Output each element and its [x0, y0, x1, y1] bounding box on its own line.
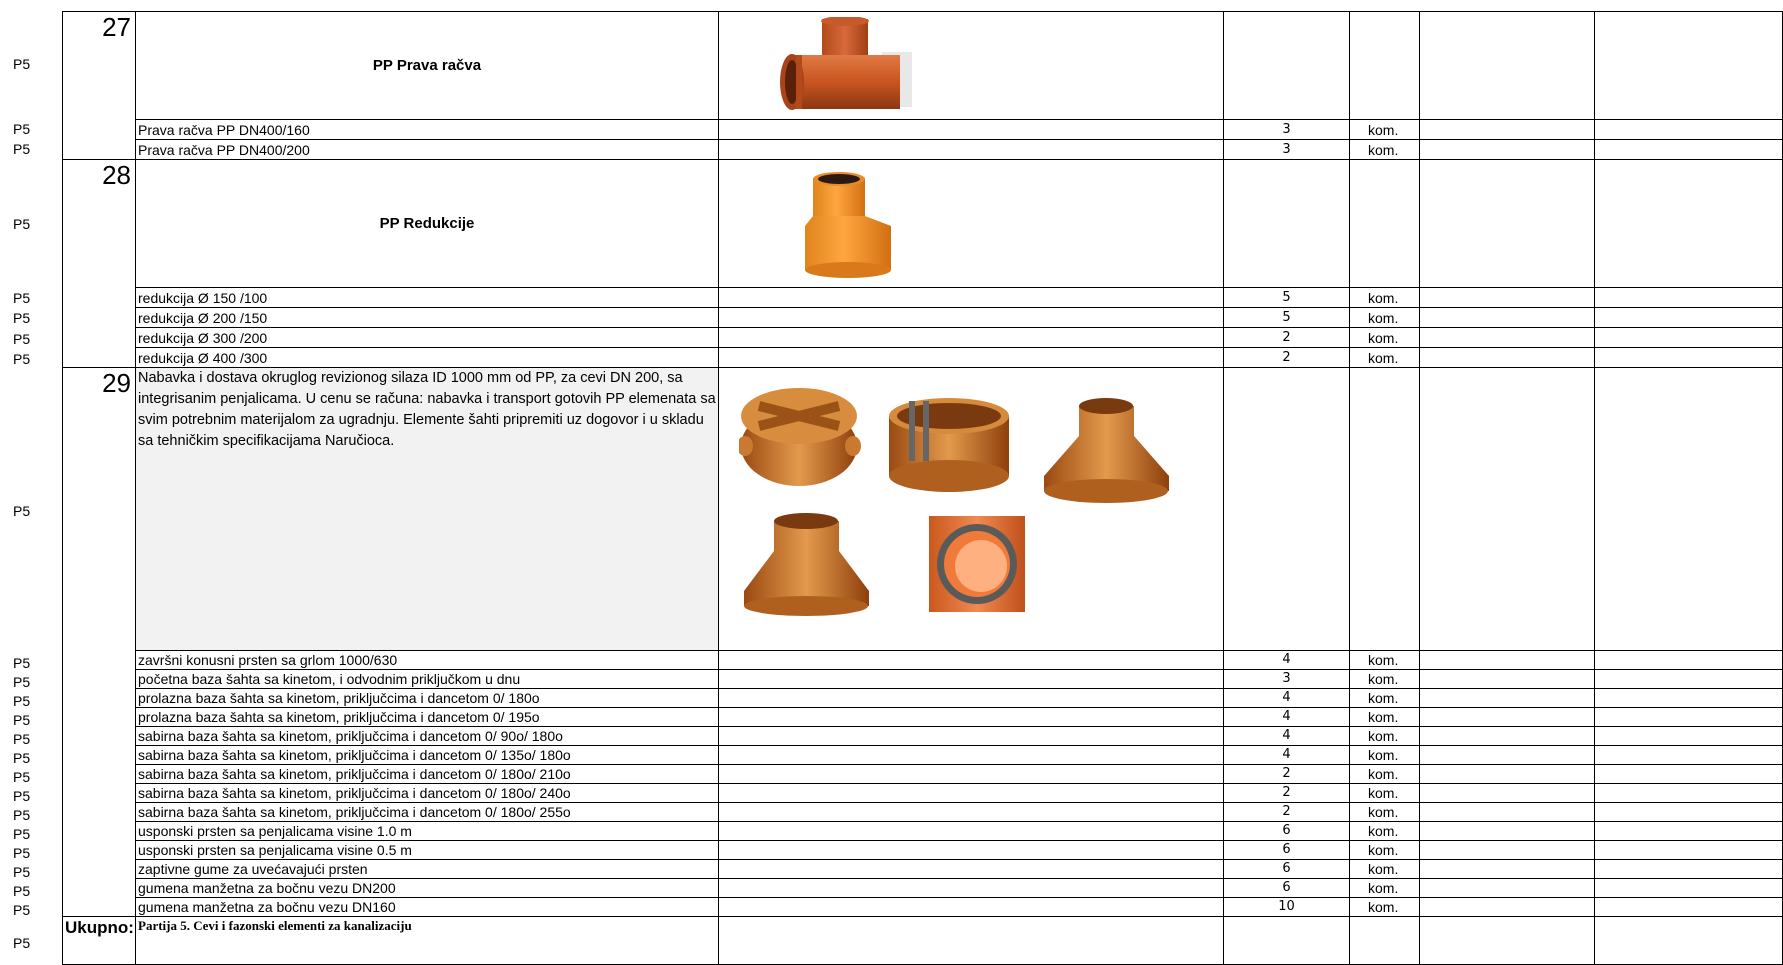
reducer-image-cell: [719, 160, 1224, 288]
row-label: P5: [13, 503, 31, 519]
row-label: P5: [13, 826, 31, 842]
item-description: usponski prsten sa penjalicama visine 1.0 m: [136, 822, 719, 841]
item-unit: kom.: [1350, 651, 1420, 670]
partija-title: Partija 5. Cevi i fazonski elementi za kanalizaciju: [136, 917, 719, 965]
table-row: [63, 120, 1783, 140]
total-label: Ukupno:: [63, 917, 136, 965]
item-quantity: 6: [1224, 841, 1350, 860]
item-quantity: 6: [1224, 879, 1350, 898]
table-row: [63, 898, 1783, 917]
item-quantity: 2: [1224, 348, 1350, 368]
item-description: redukcija Ø 150 /100: [136, 288, 719, 308]
item-unit: kom.: [1350, 689, 1420, 708]
section-header-row: [63, 160, 1783, 288]
item-description: sabirna baza šahta sa kinetom, priključcima i dancetom 0/ 180o/ 210o: [136, 765, 719, 784]
row-label: P5: [13, 864, 31, 880]
item-unit: kom.: [1350, 784, 1420, 803]
pp-reducer-fitting-icon: [799, 170, 899, 280]
row-label: P5: [13, 351, 31, 367]
item-quantity: 3: [1224, 670, 1350, 689]
table-row: [63, 670, 1783, 689]
item-quantity: 2: [1224, 803, 1350, 822]
item-unit: kom.: [1350, 308, 1420, 328]
section-header-row: [63, 12, 1783, 120]
manhole-image-cell: [719, 368, 1224, 651]
item-unit: kom.: [1350, 898, 1420, 917]
item-quantity: 2: [1224, 328, 1350, 348]
table-row: [63, 860, 1783, 879]
item-description: redukcija Ø 400 /300: [136, 348, 719, 368]
item-unit: kom.: [1350, 140, 1420, 160]
bill-of-quantities-table: [62, 11, 1783, 965]
item-unit: kom.: [1350, 765, 1420, 784]
table-row: [63, 348, 1783, 368]
item-unit: kom.: [1350, 803, 1420, 822]
table-row: [63, 879, 1783, 898]
item-quantity: 4: [1224, 708, 1350, 727]
row-label: P5: [13, 750, 31, 766]
item-description: zaptivne gume za uvećavajući prsten: [136, 860, 719, 879]
row-label: P5: [13, 902, 31, 918]
item-description: sabirna baza šahta sa kinetom, priključcima i dancetom 0/ 135o/ 180o: [136, 746, 719, 765]
item-unit: kom.: [1350, 879, 1420, 898]
item-quantity: 2: [1224, 765, 1350, 784]
item-quantity: 10: [1224, 898, 1350, 917]
row-label: P5: [13, 845, 31, 861]
table-row: [63, 328, 1783, 348]
item-unit: kom.: [1350, 822, 1420, 841]
row-label: P5: [13, 693, 31, 709]
table-row: [63, 765, 1783, 784]
item-description: sabirna baza šahta sa kinetom, priključcima i dancetom 0/ 180o/ 240o: [136, 784, 719, 803]
item-description: usponski prsten sa penjalicama visine 0.5 m: [136, 841, 719, 860]
item-quantity: 6: [1224, 860, 1350, 879]
item-quantity: 4: [1224, 651, 1350, 670]
section-description: Nabavka i dostava okruglog revizionog silaza ID 1000 mm od PP, za cevi DN 200, sa integrisanim penjalicama. U cenu se računa: nabavka i transport gotovih PP elemenata sa svim potrebnim materijalom za ugradnju. Elemente šahti pripremiti uz dogovor i u skladu sa tehničkim specifikacijama Naručioca.: [136, 368, 719, 651]
item-description: gumena manžetna za bočnu vezu DN200: [136, 879, 719, 898]
item-quantity: 5: [1224, 308, 1350, 328]
item-description: završni konusni prsten sa grlom 1000/630: [136, 651, 719, 670]
section-title: PP Prava račva: [136, 12, 719, 120]
table-row: [63, 651, 1783, 670]
row-label: P5: [13, 674, 31, 690]
table-row: [63, 746, 1783, 765]
section-header-row: [63, 368, 1783, 651]
item-quantity: 6: [1224, 822, 1350, 841]
item-description: sabirna baza šahta sa kinetom, priključcima i dancetom 0/ 180o/ 255o: [136, 803, 719, 822]
item-unit: kom.: [1350, 288, 1420, 308]
item-quantity: 4: [1224, 746, 1350, 765]
item-description: Prava račva PP DN400/160: [136, 120, 719, 140]
pp-tee-fitting-icon: [774, 17, 914, 117]
tee-image-cell: [719, 12, 1224, 120]
total-row: [63, 917, 1783, 965]
item-description: prolazna baza šahta sa kinetom, priključcima i dancetom 0/ 180o: [136, 689, 719, 708]
table-row: [63, 784, 1783, 803]
item-quantity: 3: [1224, 120, 1350, 140]
row-label: P5: [13, 731, 31, 747]
row-label: P5: [13, 655, 31, 671]
item-unit: kom.: [1350, 860, 1420, 879]
table-row: [63, 803, 1783, 822]
item-number: 27: [63, 12, 136, 160]
pp-manhole-elements-icon: [739, 376, 1199, 636]
item-unit: kom.: [1350, 670, 1420, 689]
table-row: [63, 288, 1783, 308]
row-label: P5: [13, 216, 31, 232]
row-label: P5: [13, 712, 31, 728]
row-label: P5: [13, 807, 31, 823]
item-unit: kom.: [1350, 708, 1420, 727]
item-description: Prava račva PP DN400/200: [136, 140, 719, 160]
row-label: P5: [13, 769, 31, 785]
row-label: P5: [13, 935, 31, 951]
item-quantity: 4: [1224, 689, 1350, 708]
item-quantity: 2: [1224, 784, 1350, 803]
row-label: P5: [13, 310, 31, 326]
item-description: redukcija Ø 200 /150: [136, 308, 719, 328]
item-quantity: 5: [1224, 288, 1350, 308]
item-unit: kom.: [1350, 328, 1420, 348]
row-label: P5: [13, 883, 31, 899]
table-row: [63, 689, 1783, 708]
item-quantity: 4: [1224, 727, 1350, 746]
item-number: 28: [63, 160, 136, 368]
item-quantity: 3: [1224, 140, 1350, 160]
row-label: P5: [13, 141, 31, 157]
row-label: P5: [13, 56, 31, 72]
item-description: sabirna baza šahta sa kinetom, priključcima i dancetom 0/ 90o/ 180o: [136, 727, 719, 746]
item-number: 29: [63, 368, 136, 917]
item-description: gumena manžetna za bočnu vezu DN160: [136, 898, 719, 917]
table-row: [63, 140, 1783, 160]
table-row: [63, 727, 1783, 746]
item-description: prolazna baza šahta sa kinetom, priključcima i dancetom 0/ 195o: [136, 708, 719, 727]
table-row: [63, 822, 1783, 841]
item-unit: kom.: [1350, 727, 1420, 746]
item-unit: kom.: [1350, 120, 1420, 140]
table-row: [63, 308, 1783, 328]
table-row: [63, 841, 1783, 860]
row-label: P5: [13, 331, 31, 347]
item-unit: kom.: [1350, 746, 1420, 765]
item-description: redukcija Ø 300 /200: [136, 328, 719, 348]
section-title: PP Redukcije: [136, 160, 719, 288]
item-description: početna baza šahta sa kinetom, i odvodnim priključkom u dnu: [136, 670, 719, 689]
row-label: P5: [13, 788, 31, 804]
item-unit: kom.: [1350, 348, 1420, 368]
row-label: P5: [13, 121, 31, 137]
table-row: [63, 708, 1783, 727]
row-label: P5: [13, 290, 31, 306]
item-unit: kom.: [1350, 841, 1420, 860]
